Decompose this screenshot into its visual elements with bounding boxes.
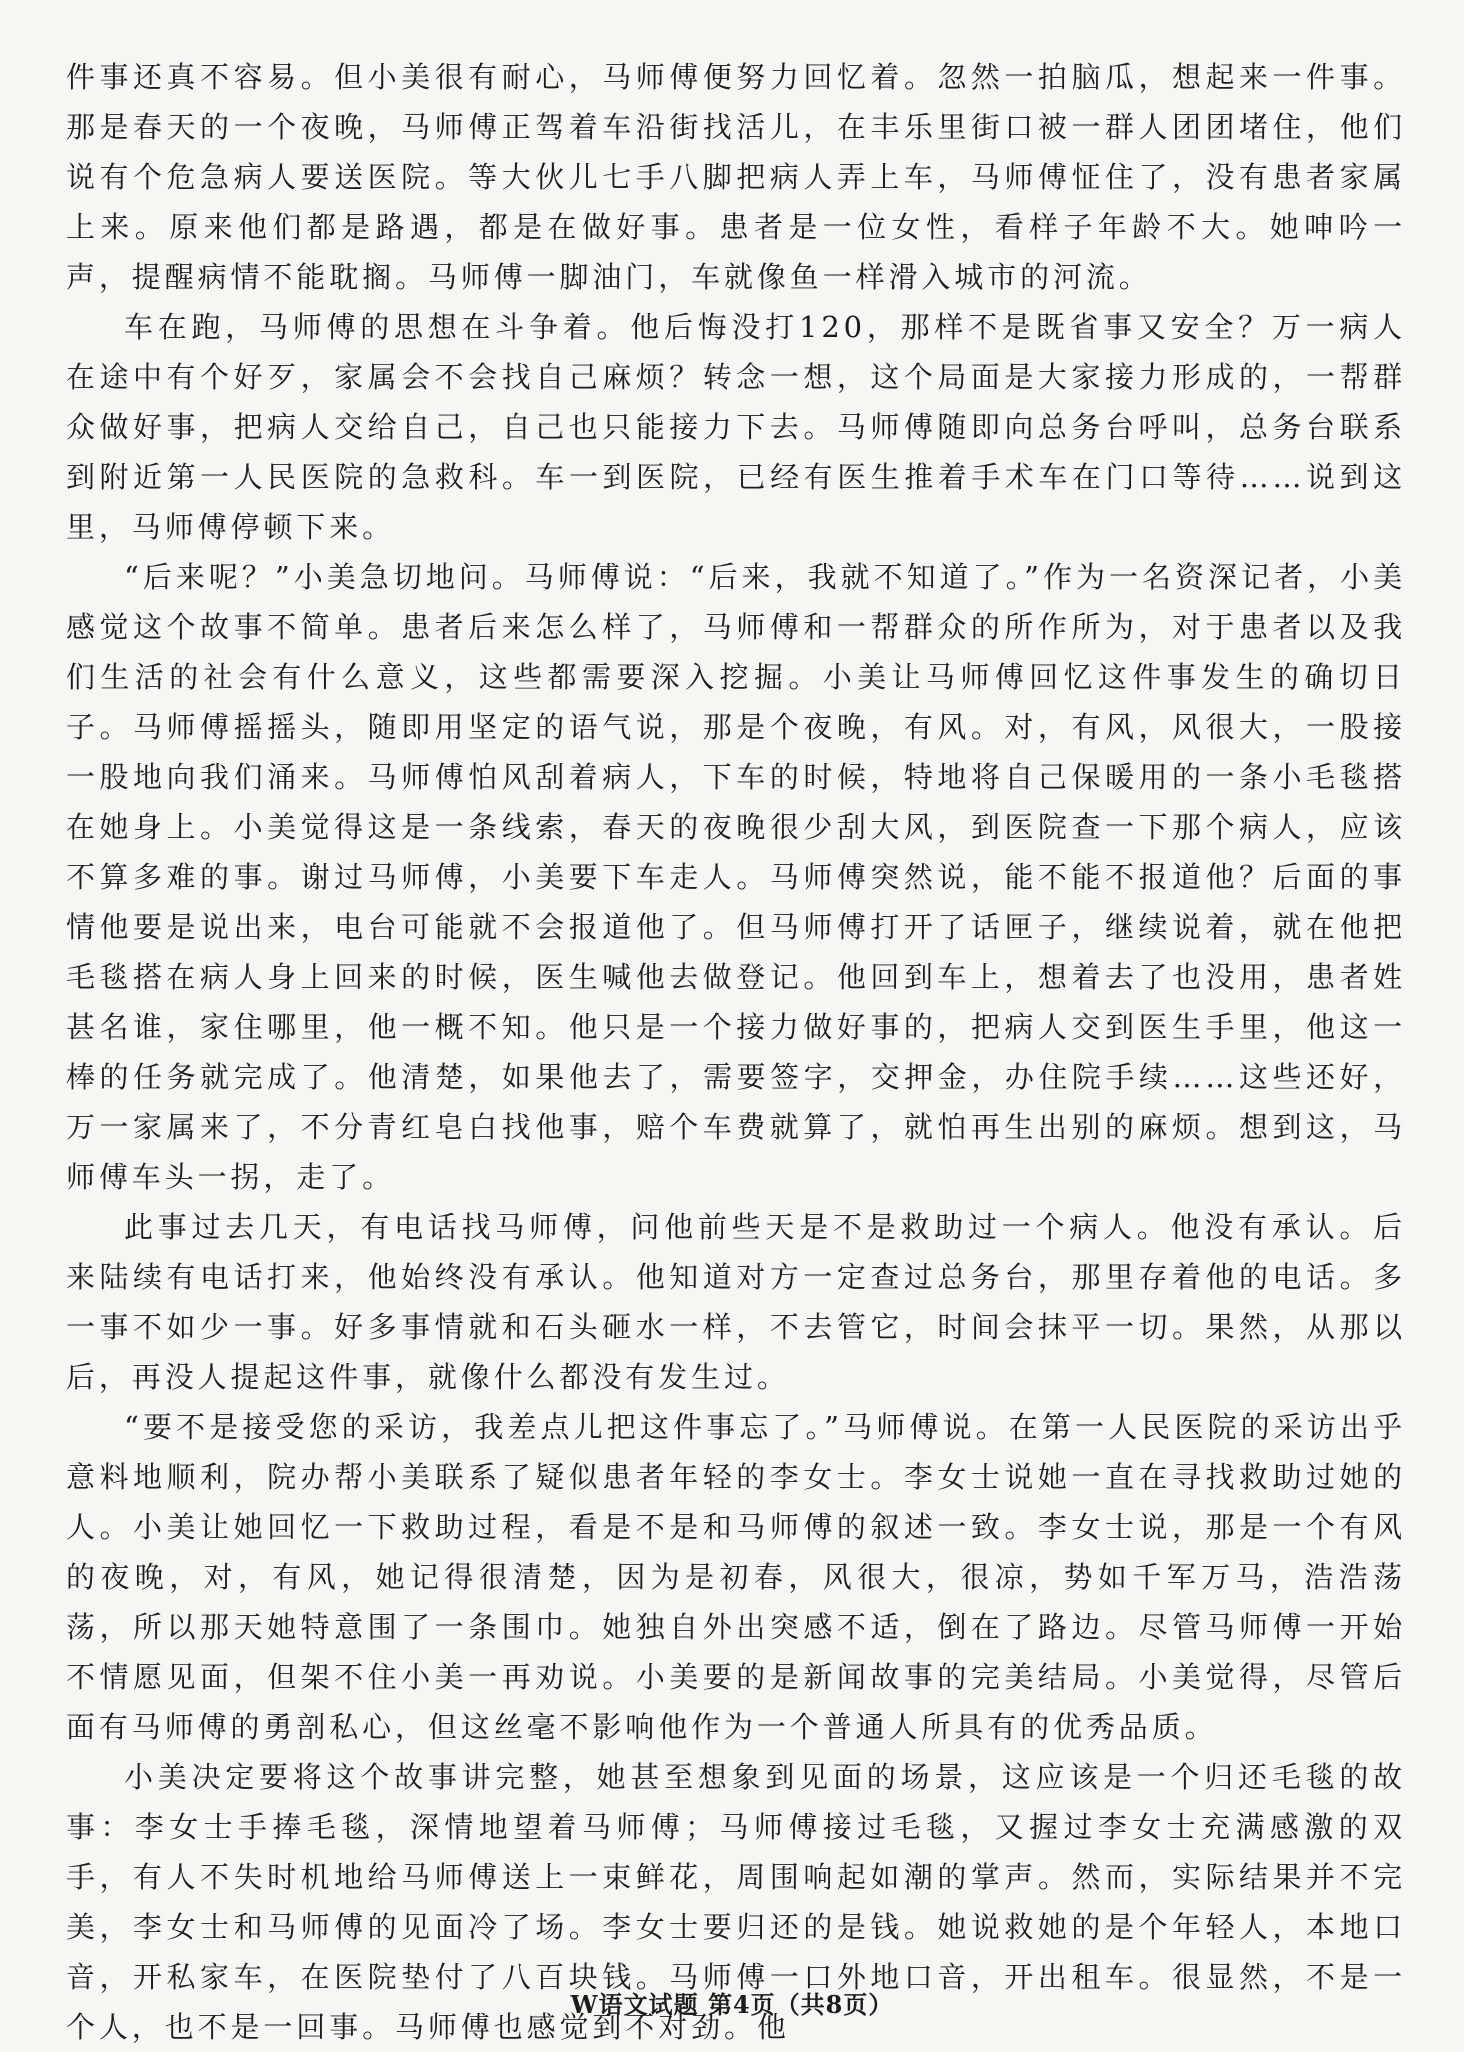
paragraph-2: 车在跑，马师傅的思想在斗争着。他后悔没打120，那样不是既省事又安全？万一病人在途中有个好歹，家属会不会找自己麻烦？转念一想，这个局面是大家接力形成的，一帮群众做好事，把病人交给自己，自己也只能接力下去。马师傅随即向总务台呼叫，总务台联系到附近第一人民医院的急救科。车一到医院，已经有医生推着手术车在门口等待……说到这里，马师傅停顿下来。	[66, 310, 1406, 544]
paragraph-1: 件事还真不容易。但小美很有耐心，马师傅便努力回忆着。忽然一拍脑瓜，想起来一件事。那是春天的一个夜晚，马师傅正驾着车沿街找活儿，在丰乐里街口被一群人团团堵住，他们说有个危急病人要送医院。等大伙儿七手八脚把病人弄上车，马师傅怔住了，没有患者家属上来。原来他们都是路遇，都是在做好事。患者是一位女性，看样子年龄不大。她呻吟一声，提醒病情不能耽搁。马师傅一脚油门，车就像鱼一样滑入城市的河流。	[66, 60, 1406, 294]
story-text	[66, 52, 1406, 2052]
page-footer: W语文试题 第4页（共8页）	[570, 1990, 894, 2019]
paragraph-4: 此事过去几天，有电话找马师傅，问他前些天是不是救助过一个病人。他没有承认。后来陆续有电话打来，他始终没有承认。他知道对方一定查过总务台，那里存着他的电话。多一事不如少一事。好多事情就和石头砸水一样，不去管它，时间会抹平一切。果然，从那以后，再没人提起这件事，就像什么都没有发生过。	[66, 1210, 1406, 1394]
paragraph-5: “要不是接受您的采访，我差点儿把这件事忘了。”马师傅说。在第一人民医院的采访出乎意料地顺利，院办帮小美联系了疑似患者年轻的李女士。李女士说她一直在寻找救助过她的人。小美让她回忆一下救助过程，看是不是和马师傅的叙述一致。李女士说，那是一个有风的夜晚，对，有风，她记得很清楚，因为是初春，风很大，很凉，势如千军万马，浩浩荡荡，所以那天她特意围了一条围巾。她独自外出突感不适，倒在了路边。尽管马师傅一开始不情愿见面，但架不住小美一再劝说。小美要的是新闻故事的完美结局。小美觉得，尽管后面有马师傅的勇剖私心，但这丝毫不影响他作为一个普通人所具有的优秀品质。	[66, 1410, 1406, 1744]
paragraph-3: “后来呢？”小美急切地问。马师傅说：“后来，我就不知道了。”作为一名资深记者，小美感觉这个故事不简单。患者后来怎么样了，马师傅和一帮群众的所作所为，对于患者以及我们生活的社会有什么意义，这些都需要深入挖掘。小美让马师傅回忆这件事发生的确切日子。马师傅摇摇头，随即用坚定的语气说，那是个夜晚，有风。对，有风，风很大，一股接一股地向我们涌来。马师傅怕风刮着病人，下车的时候，特地将自己保暖用的一条小毛毯搭在她身上。小美觉得这是一条线索，春天的夜晚很少刮大风，到医院查一下那个病人，应该不算多难的事。谢过马师傅，小美要下车走人。马师傅突然说，能不能不报道他？后面的事情他要是说出来，电台可能就不会报道他了。但马师傅打开了话匣子，继续说着，就在他把毛毯搭在病人身上回来的时候，医生喊他去做登记。他回到车上，想着去了也没用，患者姓甚名谁，家住哪里，他一概不知。他只是一个接力做好事的，把病人交到医生手里，他这一棒的任务就完成了。他清楚，如果他去了，需要签字，交押金，办住院手续……这些还好，万一家属来了，不分青红皂白找他事，赔个车费就算了，就怕再生出别的麻烦。想到这，马师傅车头一拐，走了。	[66, 560, 1406, 1194]
paragraph-6: 小美决定要将这个故事讲完整，她甚至想象到见面的场景，这应该是一个归还毛毯的故事：李女士手捧毛毯，深情地望着马师傅；马师傅接过毛毯，又握过李女士充满感激的双手，有人不失时机地给马师傅送上一束鲜花，周围响起如潮的掌声。然而，实际结果并不完美，李女士和马师傅的见面冷了场。李女士要归还的是钱。她说救她的是个年轻人，本地口音，开私家车，在医院垫付了八百块钱。马师傅一口外地口音，开出租车。很显然，不是一个人，也不是一回事。马师傅也感觉到不对劲。他	[66, 1760, 1406, 2044]
